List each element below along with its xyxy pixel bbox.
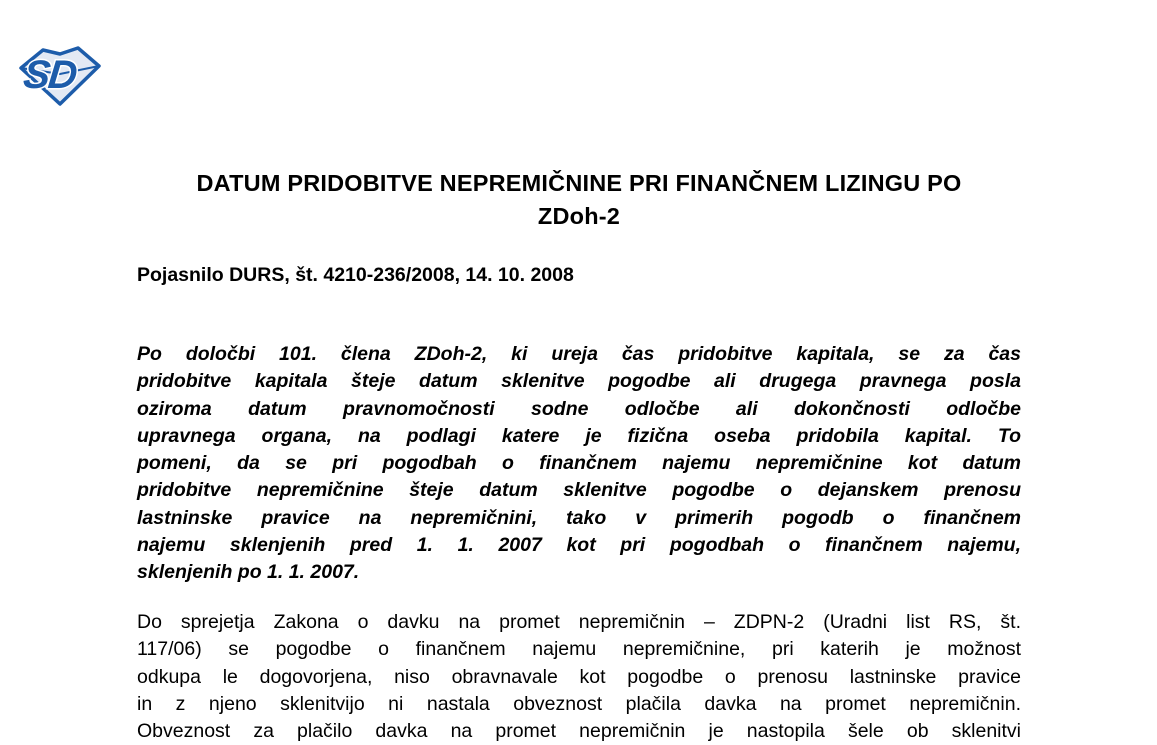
document-content xyxy=(137,0,1021,743)
sd-diamond-icon xyxy=(15,43,105,109)
text-line: in z njeno sklenitvijo ni nastala obveznost plačila davka na promet nepremičnin. xyxy=(137,692,1021,715)
text-line: Obveznost za plačilo davka na promet nepremičnin je nastopila šele ob sklenitvi xyxy=(137,720,1021,743)
text-line: najemu sklenjenih pred 1. 1. 2007 kot pri pogodbah o finančnem najemu, xyxy=(137,534,1021,557)
text-line: odkupa le dogovorjena, niso obravnavale kot pogodbe o prenosu lastninske pravice xyxy=(137,665,1021,688)
text-line: 117/06) se pogodbe o finančnem najemu nepremičnine, pri katerih je možnost xyxy=(137,638,1021,661)
document-title xyxy=(137,167,1021,233)
publisher-logo xyxy=(15,43,105,109)
text-line: sklenjenih po 1. 1. 2007. xyxy=(137,561,360,584)
body-paragraph xyxy=(137,609,1021,745)
text-line: upravnega organa, na podlagi katere je fizična oseba pridobila kapital. To xyxy=(137,424,1021,447)
logo-letters: SD xyxy=(21,53,78,97)
lead-paragraph xyxy=(137,341,1021,587)
text-line: pridobitve nepremičnine šteje datum sklenitve pogodbe o dejanskem prenosu xyxy=(137,479,1021,502)
text-line: pridobitve kapitala šteje datum sklenitve pogodbe ali drugega pravnega posla xyxy=(137,370,1021,393)
text-line: oziroma datum pravnomočnosti sodne odločbe ali dokončnosti odločbe xyxy=(137,397,1021,420)
text-line: pomeni, da se pri pogodbah o finančnem najemu nepremičnine kot datum xyxy=(137,452,1021,475)
text-line: DATUM PRIDOBITVE NEPREMIČNINE PRI FINANČNEM LIZINGU PO xyxy=(196,170,962,196)
document-subtitle: Pojasnilo DURS, št. 4210-236/2008, 14. 10. 2008 xyxy=(137,264,574,286)
text-line: Do sprejetja Zakona o davku na promet nepremičnin – ZDPN-2 (Uradni list RS, št. xyxy=(137,611,1021,633)
text-line: Po določbi 101. člena ZDoh-2, ki ureja čas pridobitve kapitala, se za čas xyxy=(137,343,1021,365)
text-line: lastninske pravice na nepremičnini, tako v primerih pogodb o finančnem xyxy=(137,506,1021,529)
text-line: ZDoh-2 xyxy=(537,203,621,229)
